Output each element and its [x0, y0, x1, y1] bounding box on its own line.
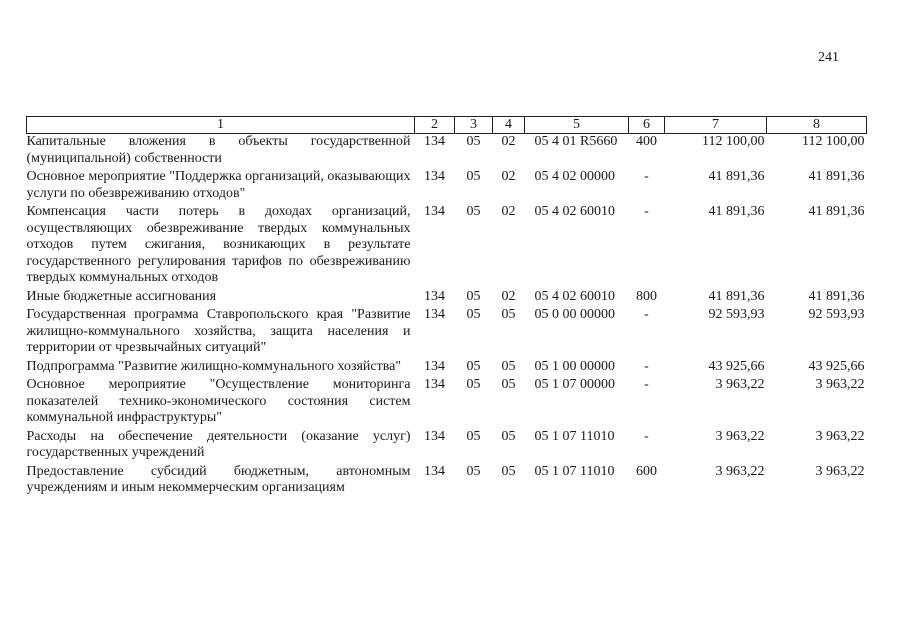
row-c7: 41 891,36: [708, 169, 765, 184]
row-c7: 3 963,22: [715, 428, 765, 444]
row-c7: 41 891,36: [708, 288, 765, 304]
row-c2: 134: [424, 358, 445, 374]
row-c4: 05: [501, 463, 516, 479]
row-c4: 05: [501, 358, 516, 374]
table-row: [27, 134, 867, 170]
row-c5: 05 1 07 11010: [534, 463, 615, 479]
row-c8: 41 891,36: [808, 288, 865, 304]
row-name: Капитальные вложения в объекты государственной (муниципальной) собственности: [26, 134, 411, 166]
row-c6: -: [644, 358, 649, 374]
header-col-6: 6: [629, 117, 665, 134]
row-name: Иные бюджетные ассигнования: [26, 288, 217, 304]
row-c8: 92 593,93: [808, 307, 865, 322]
row-c5: 05 4 02 00000: [534, 169, 615, 184]
row-c8: 3 963,22: [815, 377, 865, 392]
row-c5: 05 0 00 00000: [534, 307, 615, 322]
row-c8: 41 891,36: [808, 169, 865, 184]
table-header: [27, 117, 867, 134]
row-c6: -: [644, 204, 649, 219]
row-c6: 400: [636, 134, 657, 149]
row-c6: -: [644, 428, 649, 444]
header-col-8: 8: [767, 117, 867, 134]
row-c7: 3 963,22: [715, 377, 765, 392]
row-c2: 134: [424, 377, 445, 392]
row-c3: 05: [466, 169, 481, 184]
row-c3: 05: [466, 377, 481, 392]
page-number: 241: [818, 50, 839, 65]
table-body: [27, 134, 867, 499]
header-col-2: 2: [415, 117, 455, 134]
row-c8: 3 963,22: [815, 428, 865, 444]
header-row: [27, 117, 867, 134]
table-row: [27, 429, 867, 464]
header-col-1: 1: [27, 117, 415, 134]
row-c5: 05 4 01 R5660: [534, 134, 618, 149]
row-c5: 05 4 02 60010: [534, 204, 615, 219]
row-c2: 134: [424, 204, 445, 219]
row-c5: 05 1 07 11010: [534, 428, 615, 444]
header-col-4: 4: [493, 117, 525, 134]
row-name: Основное мероприятие "Осуществление мониторинга показателей технико-экономического состояния систем коммунальной инфраструктуры": [26, 377, 411, 425]
row-c7: 112 100,00: [702, 134, 765, 149]
row-c3: 05: [466, 134, 481, 149]
row-c7: 92 593,93: [708, 307, 765, 322]
row-c8: 43 925,66: [808, 358, 865, 374]
row-c7: 43 925,66: [708, 358, 765, 374]
row-c3: 05: [466, 428, 481, 444]
table-row: [27, 359, 867, 378]
row-c4: 02: [501, 288, 516, 304]
row-name: Расходы на обеспечение деятельности (оказание услуг) государственных учреждений: [26, 428, 411, 460]
row-c6: 800: [636, 288, 657, 304]
row-c4: 05: [501, 428, 516, 444]
row-name: Компенсация части потерь в доходах организаций, осуществляющих обезвреживание твердых коммунальных отходов путем сжигания, возникающих в результате государственного регулирования тарифов по обезвреживанию твердых коммунальных отходов: [26, 204, 411, 285]
table-row: [27, 204, 867, 289]
row-c5: 05 4 02 60010: [534, 288, 615, 304]
header-col-3: 3: [455, 117, 493, 134]
row-c3: 05: [466, 288, 481, 304]
row-c4: 02: [501, 134, 516, 149]
row-c4: 02: [501, 204, 516, 219]
row-c6: -: [644, 307, 649, 322]
header-col-7: 7: [665, 117, 767, 134]
row-c2: 134: [424, 288, 445, 304]
row-c2: 134: [424, 463, 445, 479]
row-c8: 3 963,22: [815, 463, 865, 479]
row-c2: 134: [424, 307, 445, 322]
row-c7: 41 891,36: [708, 204, 765, 219]
row-c3: 05: [466, 463, 481, 479]
row-c2: 134: [424, 169, 445, 184]
row-c4: 02: [501, 169, 516, 184]
row-c3: 05: [466, 307, 481, 322]
row-c6: -: [644, 377, 649, 392]
row-name: Государственная программа Ставропольского края "Развитие жилищно-коммунального хозяйства, защита населения и территории от чрезвычайных ситуаций": [26, 307, 411, 355]
row-c3: 05: [466, 358, 481, 374]
table-row: [27, 377, 867, 429]
budget-table: [26, 116, 867, 499]
row-c8: 41 891,36: [808, 204, 865, 219]
row-c2: 134: [424, 134, 445, 149]
table-row: [27, 464, 867, 499]
row-c2: 134: [424, 428, 445, 444]
row-c7: 3 963,22: [715, 463, 765, 479]
header-col-5: 5: [525, 117, 629, 134]
row-c8: 112 100,00: [802, 134, 865, 149]
row-name: Подпрограмма "Развитие жилищно-коммунального хозяйства": [26, 358, 402, 374]
row-name: Предоставление субсидий бюджетным, автономным учреждениям и иным некоммерческим организациям: [26, 463, 411, 495]
table-row: [27, 307, 867, 359]
table-row: [27, 169, 867, 204]
row-c5: 05 1 07 00000: [534, 377, 615, 392]
row-c3: 05: [466, 204, 481, 219]
row-c4: 05: [501, 377, 516, 392]
row-c4: 05: [501, 307, 516, 322]
row-c5: 05 1 00 00000: [534, 358, 615, 374]
row-name: Основное мероприятие "Поддержка организаций, оказывающих услуги по обезвреживанию отходов": [26, 169, 411, 201]
row-c6: 600: [636, 463, 657, 479]
table-row: [27, 289, 867, 308]
row-c6: -: [644, 169, 649, 184]
